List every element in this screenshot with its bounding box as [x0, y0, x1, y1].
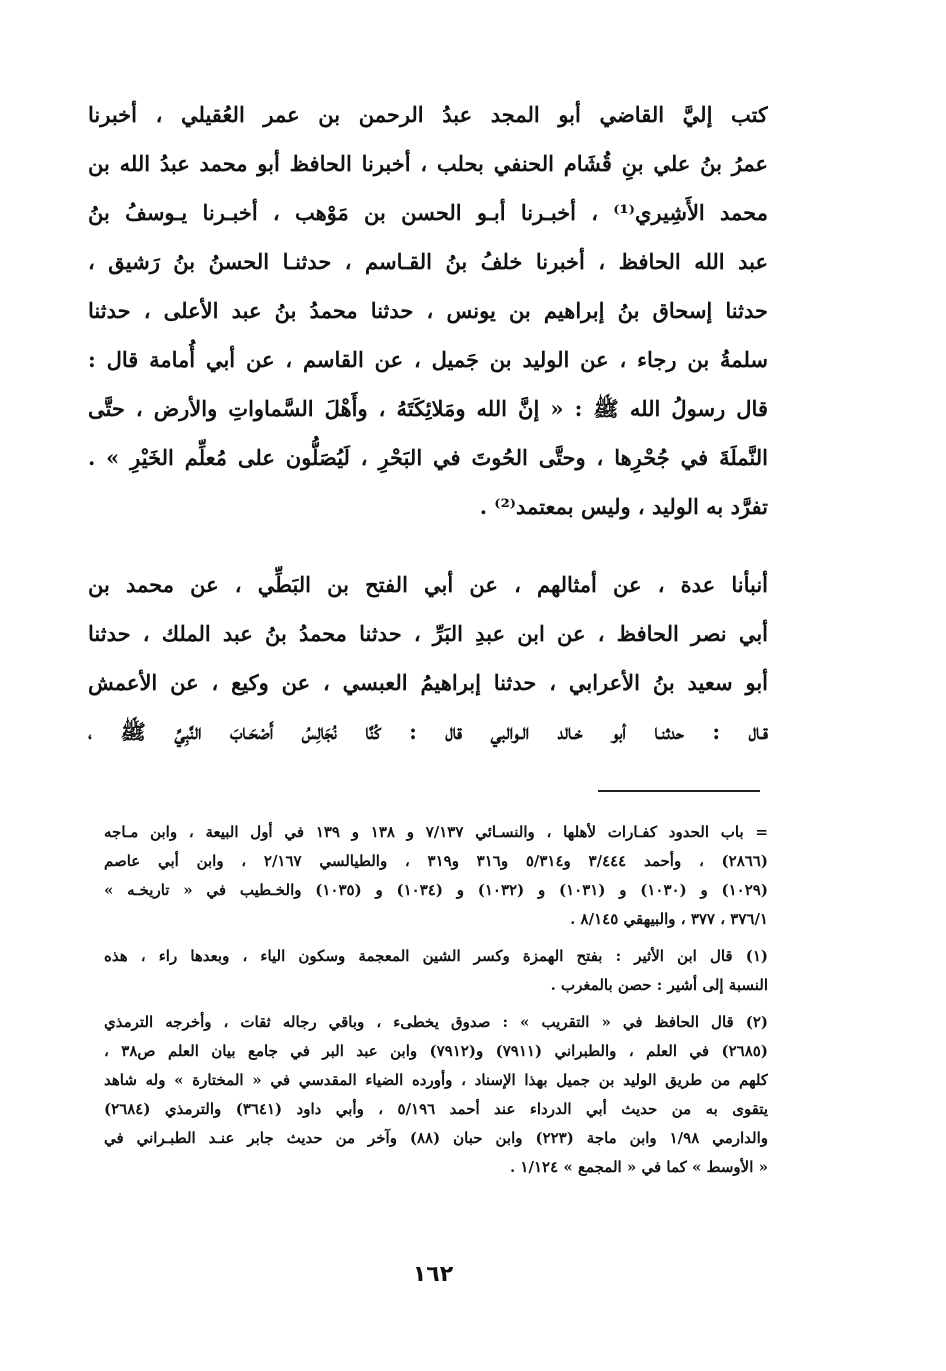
footnote-line: ٣٧٦/١ ، ٣٧٧ ، والبيهقي ٨/١٤٥ . [570, 910, 768, 928]
footnote-line: يتقوى به من حديث أبي الدرداء عند أحمد ٥/١٩٦ ، وأبي داود (٣٦٤١) والترمذي (٢٦٨٤) [104, 1100, 768, 1118]
text-line: سلمةُ بن رجاء ، عن الوليد بن جَميل ، عن القاسم ، عن أبي أُمامة قال : [88, 347, 768, 372]
text-line: عبد الله الحافظ ، أخبرنا خلفُ بنُ القـاسم ، حدثنـا الحسنُ بنُ رَشيق ، [88, 249, 768, 274]
text-line: حدثنا إسحاق بنُ إبراهيم بن يونس ، حدثنا محمدُ بنُ عبد الأعلى ، حدثنا [88, 298, 768, 323]
hadith-paragraph-2 [88, 560, 768, 756]
footnote-line: (٢٨٦٦) ، وأحمد ٣/٤٤٤ و٥/٣١٤ و٣١٦ و٣١٩ ، والطيالسي ٢/١٦٧ ، وابن أبي عاصم [104, 852, 768, 870]
footnote-line: « الأوسط » كما في « المجمع » ١/١٢٤ . [509, 1158, 768, 1176]
footnote-line: كلهم من طريق الوليد بن جميل بهذا الإسناد ، وأورده الضياء المقدسي في « المختارة » وله شاهد [104, 1071, 768, 1089]
footnote-gap [104, 934, 768, 942]
text-line: محمد الأَشِيري⁽¹⁾ ، أخبـرنا أبـو الحسن بن مَوْهب ، أخبـرنا يـوسفُ بنُ [88, 200, 768, 225]
text-line: تفرَّد به الوليد ، وليس بمعتمد⁽²⁾ . [479, 494, 768, 519]
text-line: النَّملَةَ في جُحْرِها ، وحتَّى الحُوتَ في البَحْرِ ، لَيُصَلُّون على مُعلِّم الخَيْرِ » . [88, 445, 768, 470]
footnote-gap [104, 1000, 768, 1008]
footnote-line: والدارمي ١/٩٨ وابن ماجة (٢٢٣) وابن حبان (٨٨) وآخر من حديث جابر عنـد الطبـراني في [104, 1129, 768, 1147]
text-line: قال رسولُ الله ﷺ : « إنَّ الله ومَلائِكَتَهُ ، وأَهْلَ السَّماواتِ والأرض ، حتَّى [88, 396, 768, 421]
footnote-line: (١٠٢٩) و (١٠٣٠) و (١٠٣١) و (١٠٣٢) و (١٠٣٤) و (١٠٣٥) والخـطيب في « تاريخـه » [104, 881, 768, 899]
text-line: أبو سعيد بنُ الأعرابي ، حدثنا إبراهيمُ العبسي ، عن وكيع ، عن الأعمش [88, 670, 768, 695]
footnote-continued [104, 818, 768, 934]
text-line: قـال : حدثنـا أبو خـالد الـوالبي قال : كُنَّا نُجَالِسُ أَصْحَـابَ النَّبِيِّ ﷺ ، [88, 719, 768, 744]
footnote-line: (١) قال ابن الأثير : بفتح الهمزة وكسر الشين المعجمة وسكون الياء ، وبعدها راء ، هذه [104, 947, 768, 965]
footnotes [104, 818, 768, 1182]
footnote-line: (٢) قال الحافظ في « التقريب » : صدوق يخطىء ، وباقي رجاله ثقات ، وأخرجه الترمذي [104, 1013, 768, 1031]
footnote-line: النسبة إلى أشير : حصن بالمغرب . [550, 976, 768, 994]
hadith-paragraph-1 [88, 90, 768, 531]
page-number: ١٦٢ [412, 1262, 454, 1287]
footnote-line: = باب الحدود كفـارات لأهلها ، والنسـائي ٧/١٣٧ و ١٣٨ و ١٣٩ في أول البيعة ، وابن مـاجه [104, 823, 768, 841]
footnote-2 [104, 1008, 768, 1182]
text-line: كتب إليَّ القاضي أبو المجد عبدُ الرحمن بن عمر العُقيلي ، أخبرنا [88, 102, 768, 127]
footnote-line: (٢٦٨٥) في العلم ، والطبراني (٧٩١١) و(٧٩١٢) وابن عبد البر في جامع بيان العلم ص٣٨ ، [104, 1042, 768, 1060]
footnote-separator [598, 790, 760, 792]
text-line: عمرُ بنُ علي بنِ قُشَام الحنفي بحلب ، أخبرنا الحافظ أبو محمد عبدُ الله بن [88, 151, 768, 176]
text-line: أنبأنا عدة ، عن أمثالهم ، عن أبي الفتح بن البَطِّي ، عن محمد بن [88, 572, 768, 597]
footnote-1 [104, 942, 768, 1000]
text-line: أبي نصر الحافظ ، عن ابن عبدِ البَرِّ ، حدثنا محمدُ بنُ عبد الملك ، حدثنا [88, 621, 768, 646]
